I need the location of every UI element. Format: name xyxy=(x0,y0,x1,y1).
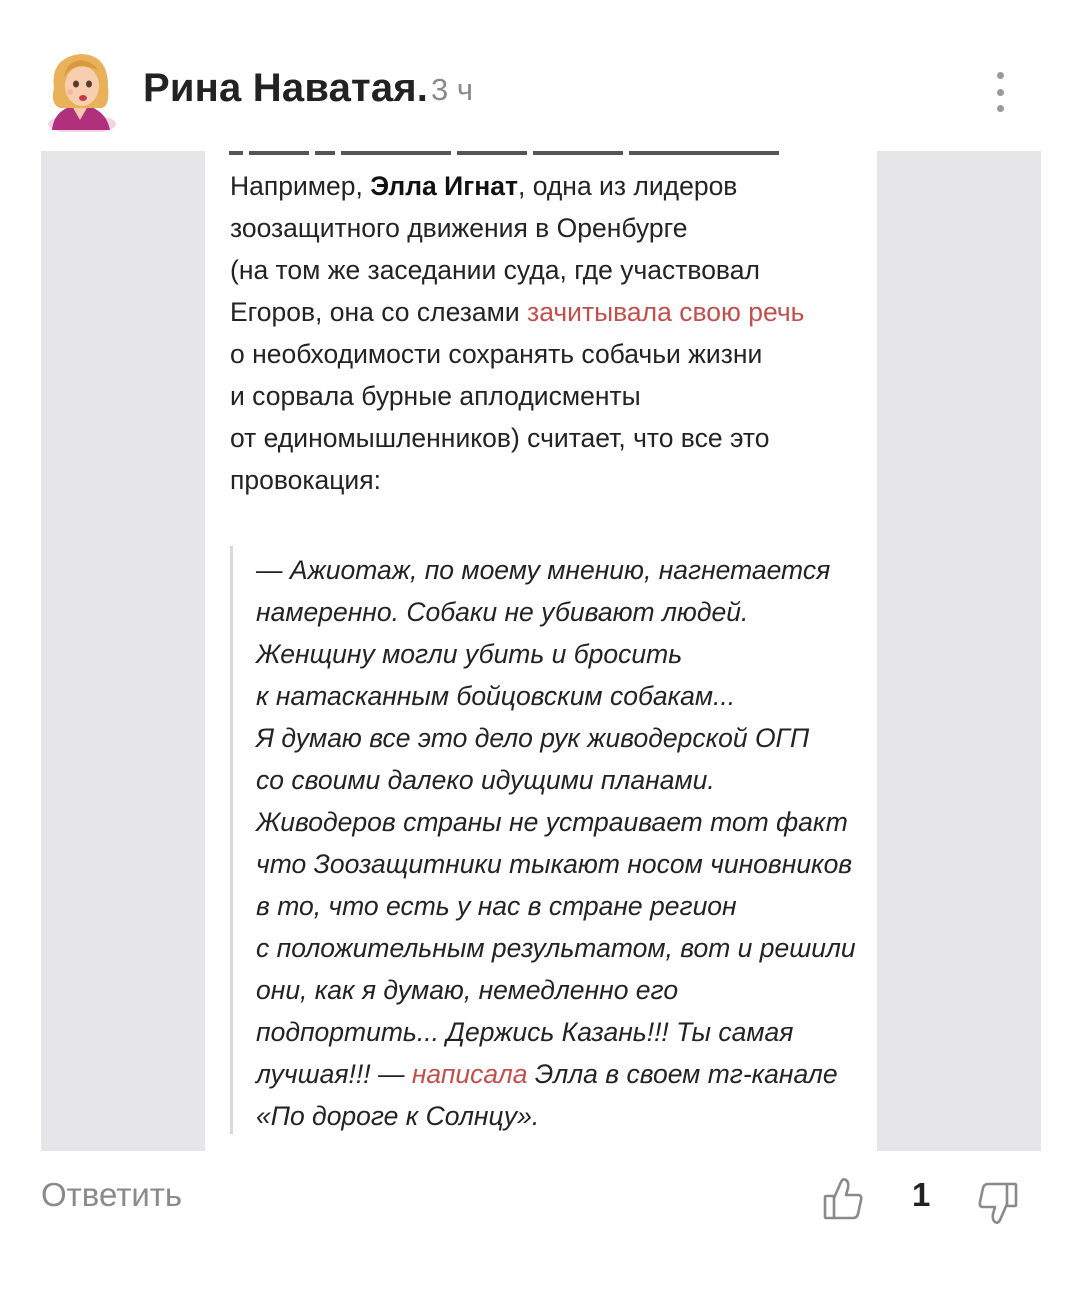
quote-line xyxy=(256,801,866,843)
article-card xyxy=(205,151,877,1151)
text-segment: провокация: xyxy=(230,465,381,495)
paragraph-line xyxy=(230,333,870,375)
paragraph-line xyxy=(230,459,870,501)
text-segment: Например, xyxy=(230,171,371,201)
text-segment: Егоров, она со слезами xyxy=(230,297,528,327)
cropped-text-line xyxy=(229,151,859,156)
like-count: 1 xyxy=(912,1176,931,1213)
text-segment: лучшая!!! — xyxy=(256,1059,412,1089)
text-segment: в то, что есть у нас в стране регион xyxy=(256,891,737,921)
more-vertical-icon[interactable] xyxy=(985,72,1015,112)
text-segment: Живодеров страны не устраивает тот факт xyxy=(256,807,848,837)
text-segment: Я думаю все это дело рук живодерской ОГП xyxy=(256,723,810,753)
text-segment: Женщину могли убить и бросить xyxy=(256,639,683,669)
author-name[interactable]: Рина Наватая. xyxy=(143,66,429,110)
inline-link[interactable]: написала xyxy=(411,1059,528,1089)
reply-button[interactable]: Ответить xyxy=(41,1176,183,1213)
text-segment: подпортить... Держись Казань!!! Ты самая xyxy=(256,1017,794,1047)
text-segment: они, как я думаю, немедленно его xyxy=(256,975,679,1005)
quote-line xyxy=(256,927,866,969)
text-segment: (на том же заседании суда, где участвовал xyxy=(230,255,760,285)
text-segment: к натасканным бойцовским собакам... xyxy=(256,681,736,711)
quote-line xyxy=(256,717,866,759)
thumb-down-icon[interactable] xyxy=(977,1180,1019,1226)
quote-bar xyxy=(230,546,233,1134)
text-segment: от единомышленников) считает, что все это xyxy=(230,423,770,453)
bold-name: Элла Игнат xyxy=(370,171,518,201)
quote-line xyxy=(256,1095,866,1137)
paragraph-line xyxy=(230,165,870,207)
quote-line xyxy=(256,1011,866,1053)
quote-line xyxy=(256,549,866,591)
text-segment: намеренно. Собаки не убивают людей. xyxy=(256,597,749,627)
text-segment: со своими далеко идущими планами. xyxy=(256,765,715,795)
avatar[interactable] xyxy=(44,48,116,132)
paragraph-line xyxy=(230,291,870,333)
text-segment: зоозащитного движения в Оренбурге xyxy=(230,213,688,243)
text-segment: с положительным результатом, вот и решили xyxy=(256,933,856,963)
comment-timestamp: 3 ч xyxy=(431,72,474,107)
inline-link[interactable]: зачитывала свою речь xyxy=(527,297,805,327)
text-segment: , одна из лидеров xyxy=(517,171,738,201)
text-segment: о необходимости сохранять собачьи жизни xyxy=(230,339,763,369)
paragraph-line xyxy=(230,207,870,249)
quote-line xyxy=(256,633,866,675)
text-segment: Элла в своем тг-канале xyxy=(527,1059,838,1089)
paragraph-line xyxy=(230,249,870,291)
quote-line xyxy=(256,885,866,927)
comment-header xyxy=(0,0,1079,150)
quote-line xyxy=(256,759,866,801)
text-segment: и сорвала бурные аплодисменты xyxy=(230,381,641,411)
quote-line xyxy=(256,969,866,1011)
quote-line xyxy=(256,1053,866,1095)
paragraph-line xyxy=(230,417,870,459)
thumb-up-icon[interactable] xyxy=(822,1176,864,1222)
article-paragraph xyxy=(230,165,870,501)
article-quote xyxy=(256,549,866,1137)
text-segment: — Ажиотаж, по моему мнению, нагнетается xyxy=(256,555,831,585)
quote-line xyxy=(256,843,866,885)
quote-line xyxy=(256,591,866,633)
text-segment: «По дороге к Солнцу». xyxy=(256,1101,540,1131)
shared-article-screenshot[interactable] xyxy=(41,151,1041,1151)
paragraph-line xyxy=(230,375,870,417)
text-segment: что Зоозащитники тыкают носом чиновников xyxy=(256,849,853,879)
quote-line xyxy=(256,675,866,717)
